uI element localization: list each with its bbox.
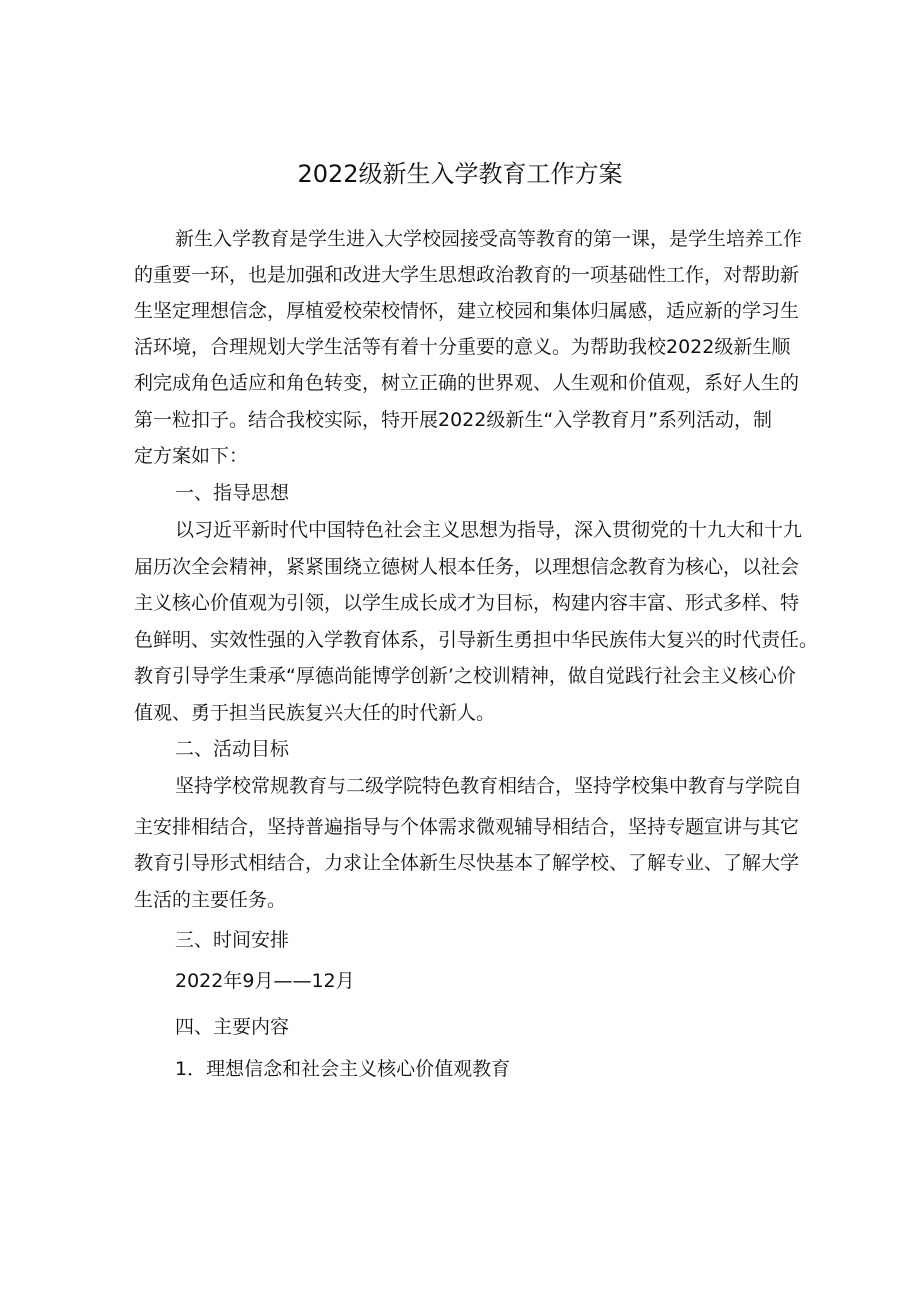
section-line: 教育引导学生秉承“厚德尚能博学创新’之校训精神，做自觉践行社会主义核心价	[134, 665, 796, 687]
section-line: 主义核心价值观为引领，以学生成长成才为目标，构建内容丰富、形式多样、特	[134, 592, 800, 614]
section-line: 教育引导形式相结合，力求让全体新生尽快基本了解学校、了解专业、了解大学	[134, 852, 800, 874]
section-line: 届历次全会精神，紧紧围绕立德树人根本任务，以理想信念教育为核心，以社会	[134, 556, 800, 578]
section-line: 色鲜明、实效性强的入学教育体系，引导新生勇担中华民族伟大复兴的时代责任。	[134, 629, 819, 651]
section-heading: 二、活动目标	[175, 738, 290, 760]
intro-line: 的重要一环，也是加强和改进大学生思想政治教育的一项基础性工作，对帮助新	[134, 264, 800, 286]
section-heading: 一、指导思想	[175, 482, 290, 504]
section-line: 主安排相结合，坚持普遍指导与个体需求微观辅导相结合，坚持专题宣讲与其它	[134, 816, 800, 838]
intro-line: 定方案如下：	[134, 445, 249, 467]
intro-line: 活环境，合理规划大学生活等有着十分重要的意义。为帮助我校2022级新生顺	[134, 336, 791, 358]
section-line: 生活的主要任务。	[134, 889, 287, 911]
intro-line: 新生入学教育是学生进入大学校园接受高等教育的第一课，是学生培养工作	[175, 228, 803, 250]
section-line: 以习近平新时代中国特色社会主义思想为指导，深入贯彻党的十九大和十九	[175, 519, 803, 541]
intro-line: 利完成角色适应和角色转变，树立正确的世界观、人生观和价值观，系好人生的	[134, 372, 800, 394]
intro-line: 生坚定理想信念，厚植爱校荣校情怀，建立校园和集体归属感，适应新的学习生	[134, 300, 800, 322]
intro-line: 第一粒扣子。结合我校实际，特开展2022级新生“入学教育月”系列活动，制	[134, 409, 773, 431]
content-item: 1．理想信念和社会主义核心价值观教育	[175, 1058, 511, 1080]
time-range: 2022年9月——12月	[175, 970, 355, 992]
section-heading: 四、主要内容	[175, 1016, 290, 1038]
section-heading: 三、时间安排	[175, 929, 290, 951]
section-line: 值观、勇于担当民族复兴大任的时代新人。	[134, 702, 496, 724]
document-title: 2022级新生入学教育工作方案	[297, 160, 623, 188]
section-line: 坚持学校常规教育与二级学院特色教育相结合，坚持学校集中教育与学院自	[175, 775, 803, 797]
